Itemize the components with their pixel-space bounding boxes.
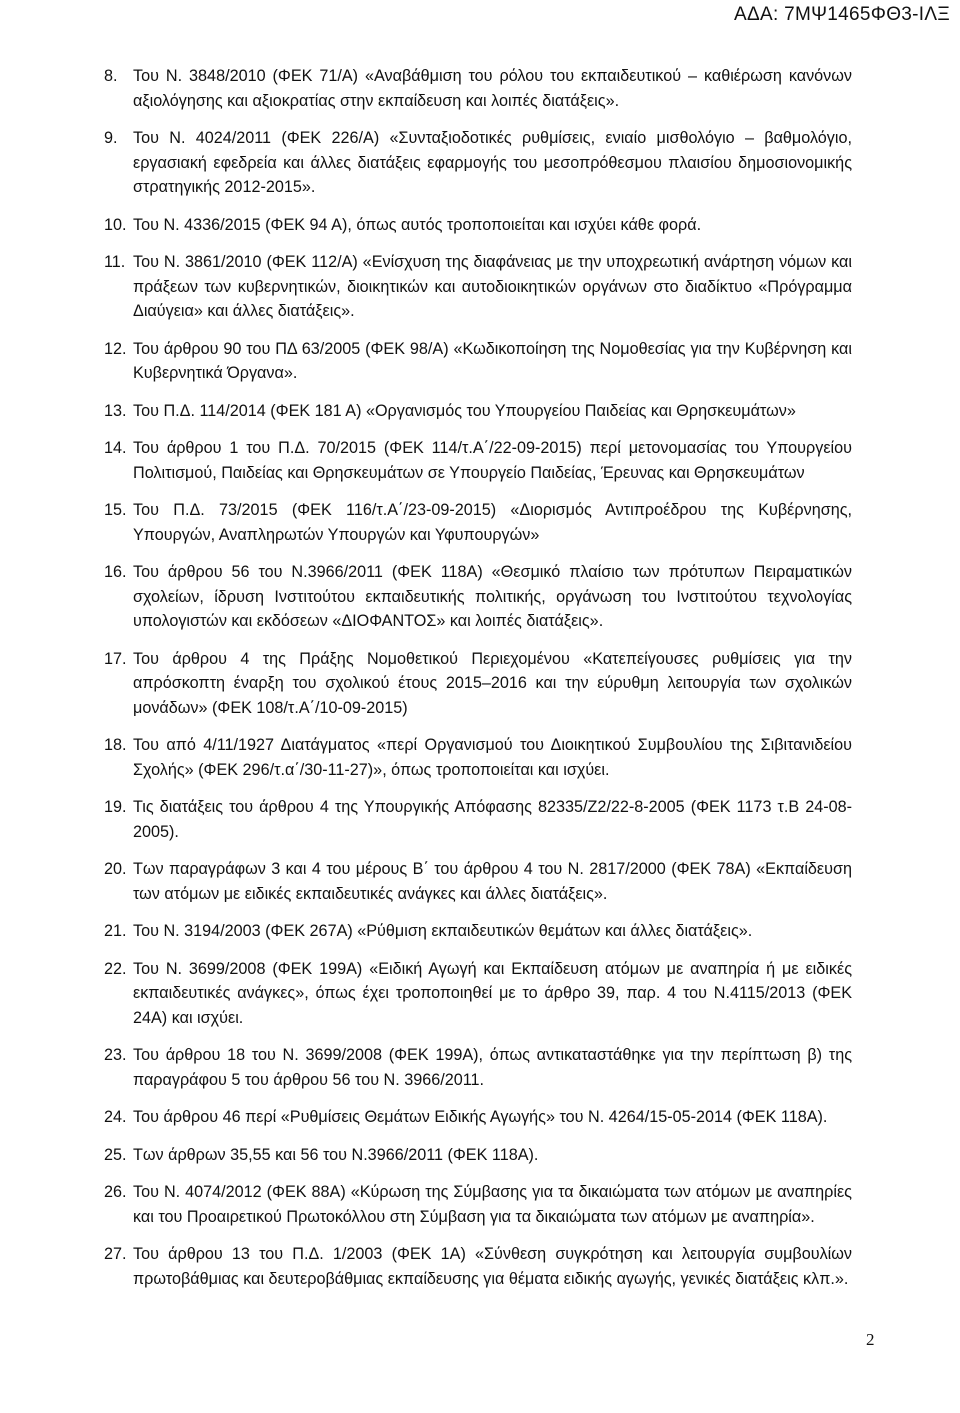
list-item (0, 795, 960, 844)
item-number: 17. (104, 649, 127, 668)
item-text: Του από 4/11/1927 Διατάγματος «περί Οργανισμού του Διοικητικού Συμβουλίου της Σιβιτανιδείου Σχολής» (ΦΕΚ 296/τ.α΄/30-11-27)», όπως τροποποιείται και ισχύει. (133, 736, 852, 779)
list-item (0, 733, 960, 782)
item-text: Των άρθρων 35,55 και 56 του Ν.3966/2011 (ΦΕΚ 118Α). (133, 1145, 539, 1164)
item-text: Του Ν. 3848/2010 (ΦΕΚ 71/Α) «Αναβάθμιση του ρόλου του εκπαιδευτικού – καθιέρωση κανόνων αξιολόγησης και αξιοκρατίας στην εκπαίδευση και λοιπές διατάξεις». (133, 67, 852, 110)
item-number: 19. (104, 798, 127, 816)
item-text: Του Ν. 3699/2008 (ΦΕΚ 199Α) «Ειδική Αγωγή και Εκπαίδευση ατόμων με αναπηρία ή με ειδικές εκπαιδευτικές ανάγκες», όπως έχει τροποποιηθεί με το άρθρο 39, παρ. 4 του Ν.4115/2013 (ΦΕΚ 24Α) και ισχύει. (133, 959, 852, 1027)
item-text: Του Π.Δ. 114/2014 (ΦΕΚ 181 Α) «Οργανισμός του Υπουργείου Παιδείας και Θρησκευμάτων» (133, 401, 796, 420)
item-text: Του Ν. 4074/2012 (ΦΕΚ 88Α) «Κύρωση της Σύμβασης για τα δικαιώματα των ατόμων με αναπηρίες και του Προαιρετικού Πρωτοκόλλου στη Σύμβαση για τα δικαιώματα των ατόμων με αναπηρία». (133, 1183, 852, 1226)
item-number: 12. (104, 339, 127, 358)
item-number: 22. (104, 959, 127, 978)
item-text: Του άρθρου 13 του Π.Δ. 1/2003 (ΦΕΚ 1Α) «Σύνθεση συγκρότηση και λειτουργία συμβουλίων πρωτοβάθμιας και δευτεροβάθμιας εκπαίδευσης για θέματα ειδικής αγωγής, γενικές διατάξεις κλπ.». (133, 1245, 852, 1288)
item-number: 10. (104, 215, 127, 234)
item-number: 23. (104, 1046, 127, 1064)
item-text: Του άρθρου 56 του Ν.3966/2011 (ΦΕΚ 118Α) «Θεσμικό πλαίσιο των πρότυπων Πειραματικών σχολείων, ίδρυση Ινστιτούτου εκπαιδευτικής πολιτικής, οργάνωση του Ινστιτούτου τεχνολογίας υπολογιστών και εκδόσεων «ΔΙΟΦΑΝΤΟΣ» και λοιπές διατάξεις». (133, 563, 852, 630)
list-item (0, 250, 960, 324)
item-text: Του Ν. 4336/2015 (ΦΕΚ 94 Α), όπως αυτός τροποποιείται και ισχύει κάθε φορά. (133, 215, 702, 234)
legislation-list (0, 64, 960, 1304)
list-item (0, 1143, 960, 1168)
list-item (0, 857, 960, 906)
list-item (0, 1043, 960, 1092)
list-item (0, 213, 960, 238)
list-item (0, 1242, 960, 1291)
item-number: 8. (104, 67, 118, 85)
list-item (0, 957, 960, 1031)
item-number: 24. (104, 1108, 127, 1126)
item-text: Του Π.Δ. 73/2015 (ΦΕΚ 116/τ.Α΄/23-09-2015) «Διορισμός Αντιπροέδρου της Κυβέρνησης, Υπουργών, Αναπληρωτών Υπουργών και Υφυπουργών» (133, 501, 852, 544)
item-number: 18. (104, 736, 127, 754)
item-text: Του άρθρου 1 του Π.Δ. 70/2015 (ΦΕΚ 114/τ.Α΄/22-09-2015) περί μετονομασίας του Υπουργείου Πολιτισμού, Παιδείας και Θρησκευμάτων σε Υπουργείο Παιδείας, Έρευνας και Θρησκευμάτων (133, 439, 852, 482)
item-number: 26. (104, 1183, 127, 1201)
list-item (0, 1180, 960, 1229)
item-text: Του Ν. 4024/2011 (ΦΕΚ 226/Α) «Συνταξιοδοτικές ρυθμίσεις, ενιαίο μισθολόγιο – βαθμολόγιο, εργασιακή εφεδρεία και άλλες διατάξεις εφαρμογής του μεσοπρόθεσμου πλαισίου δημοσιονομικής στρατηγικής 2012-2015». (133, 129, 852, 196)
list-item (0, 126, 960, 200)
document-ada-code: ΑΔΑ: 7ΜΨ1465ΦΘ3-ΙΛΞ (734, 4, 950, 25)
item-text: Του άρθρου 90 του ΠΔ 63/2005 (ΦΕΚ 98/Α) «Κωδικοποίηση της Νομοθεσίας για την Κυβέρνηση και Κυβερνητικά Όργανα». (133, 339, 852, 382)
item-text: Τις διατάξεις του άρθρου 4 της Υπουργικής Απόφασης 82335/Ζ2/22-8-2005 (ΦΕΚ 1173 τ.Β 24-08-2005). (133, 798, 852, 841)
item-text: Του Ν. 3861/2010 (ΦΕΚ 112/Α) «Ενίσχυση της διαφάνειας με την υποχρεωτική ανάρτηση νόμων και πράξεων των κυβερνητικών, διοικητικών και αυτοδιοικητικών οργάνων στο διαδίκτυο «Πρόγραμμα Διαύγεια» και άλλες διατάξεις». (133, 253, 852, 320)
item-number: 20. (104, 860, 127, 878)
page-number: 2 (866, 1330, 875, 1349)
item-number: 21. (104, 922, 127, 940)
item-number: 13. (104, 401, 127, 420)
list-item (0, 1105, 960, 1130)
list-item (0, 498, 960, 547)
list-item (0, 399, 960, 424)
list-item (0, 64, 960, 113)
item-number: 27. (104, 1245, 127, 1263)
item-text: Του Ν. 3194/2003 (ΦΕΚ 267Α) «Ρύθμιση εκπαιδευτικών θεμάτων και άλλες διατάξεις». (133, 922, 753, 940)
item-number: 9. (104, 129, 118, 147)
item-text: Των παραγράφων 3 και 4 του μέρους Β΄ του άρθρου 4 του Ν. 2817/2000 (ΦΕΚ 78Α) «Εκπαίδευση των ατόμων με ειδικές εκπαιδευτικές ανάγκες και άλλες διατάξεις». (133, 860, 852, 903)
list-item (0, 436, 960, 485)
list-item (0, 647, 960, 721)
item-text: Του άρθρου 18 του Ν. 3699/2008 (ΦΕΚ 199Α), όπως αντικαταστάθηκε για την περίπτωση β) της παραγράφου 5 του άρθρου 56 του Ν. 3966/2011. (133, 1046, 852, 1089)
list-item (0, 919, 960, 944)
list-item (0, 337, 960, 386)
item-text: Του άρθρου 4 της Πράξης Νομοθετικού Περιεχομένου «Κατεπείγουσες ρυθμίσεις για την απρόσκοπτη έναρξη του σχολικού έτους 2015–2016 και την εύρυθμη λειτουργία των σχολικών μονάδων» (ΦΕΚ 108/τ.Α΄/10-09-2015) (133, 649, 852, 717)
item-text: Του άρθρου 46 περί «Ρυθμίσεις Θεμάτων Ειδικής Αγωγής» του Ν. 4264/15-05-2014 (ΦΕΚ 118Α). (133, 1108, 828, 1126)
item-number: 11. (104, 253, 126, 271)
item-number: 15. (104, 501, 127, 519)
item-number: 25. (104, 1145, 127, 1164)
item-number: 16. (104, 563, 127, 581)
list-item (0, 560, 960, 634)
item-number: 14. (104, 439, 127, 457)
